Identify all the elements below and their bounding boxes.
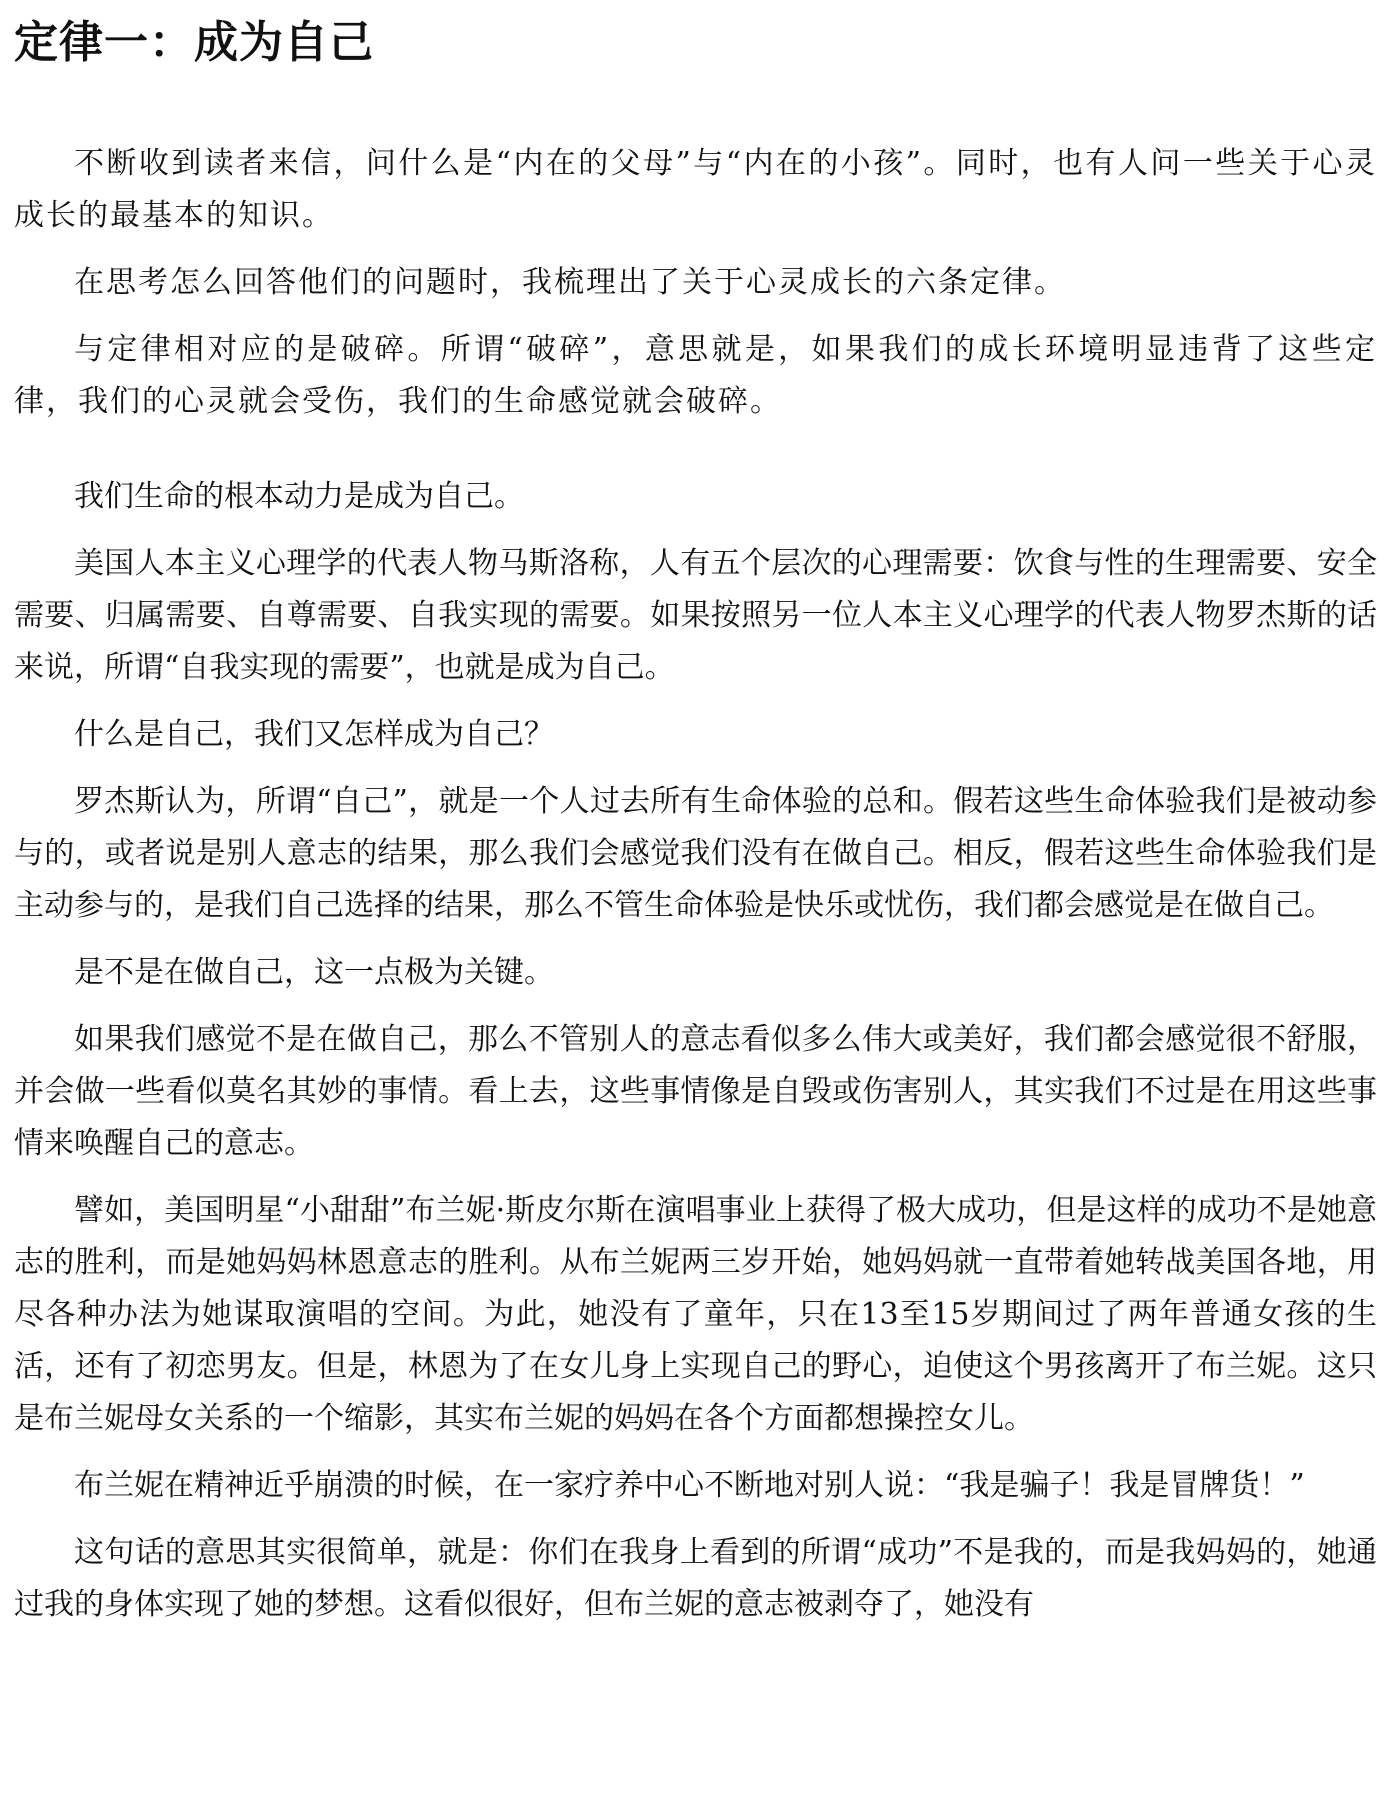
body-paragraph: 罗杰斯认为，所谓“自己”，就是一个人过去所有生命体验的总和。假若这些生命体验我们是被动参与的，或者说是别人意志的结果，那么我们会感觉我们没有在做自己。相反，假若这些生命体验我们是主动参与的，是我们自己选择的结果，那么不管生命体验是快乐或忧伤，我们都会感觉是在做自己。	[14, 784, 1377, 923]
intro-paragraph: 不断收到读者来信，问什么是“内在的父母”与“内在的小孩”。同时，也有人问一些关于心灵成长的最基本的知识。	[14, 146, 1377, 233]
body-paragraph: 如果我们感觉不是在做自己，那么不管别人的意志看似多么伟大或美好，我们都会感觉很不舒服，并会做一些看似莫名其妙的事情。看上去，这些事情像是自毁或伤害别人，其实我们不过是在用这些事情来唤醒自己的意志。	[14, 1022, 1377, 1161]
body-paragraph: 我们生命的根本动力是成为自己。	[74, 479, 524, 514]
body-paragraph: 美国人本主义心理学的代表人物马斯洛称，人有五个层次的心理需要：饮食与性的生理需要、安全需要、归属需要、自尊需要、自我实现的需要。如果按照另一位人本主义心理学的代表人物罗杰斯的话来说，所谓“自我实现的需要”，也就是成为自己。	[14, 546, 1377, 685]
section-spacer	[14, 443, 1377, 471]
body-paragraph: 譬如，美国明星“小甜甜”布兰妮·斯皮尔斯在演唱事业上获得了极大成功，但是这样的成功不是她意志的胜利，而是她妈妈林恩意志的胜利。从布兰妮两三岁开始，她妈妈就一直带着她转战美国各地，用尽各种办法为她谋取演唱的空间。为此，她没有了童年，只在13至15岁期间过了两年普通女孩的生活，还有了初恋男友。但是，林恩为了在女儿身上实现自己的野心，迫使这个男孩离开了布兰妮。这只是布兰妮母女关系的一个缩影，其实布兰妮的妈妈在各个方面都想操控女儿。	[14, 1193, 1377, 1436]
body-paragraph: 是不是在做自己，这一点极为关键。	[74, 955, 554, 990]
body-paragraph: 这句话的意思其实很简单，就是：你们在我身上看到的所谓“成功”不是我的，而是我妈妈的，她通过我的身体实现了她的梦想。这看似很好，但布兰妮的意志被剥夺了，她没有	[14, 1535, 1377, 1622]
body-paragraph: 布兰妮在精神近乎崩溃的时候，在一家疗养中心不断地对别人说：“我是骗子！我是冒牌货！”	[74, 1468, 1305, 1503]
intro-paragraph: 在思考怎么回答他们的问题时，我梳理出了关于心灵成长的六条定律。	[74, 265, 1066, 300]
intro-paragraph: 与定律相对应的是破碎。所谓“破碎”，意思就是，如果我们的成长环境明显违背了这些定律，我们的心灵就会受伤，我们的生命感觉就会破碎。	[14, 332, 1377, 419]
intro-section	[14, 138, 1377, 428]
body-section	[14, 471, 1377, 1631]
body-paragraph: 什么是自己，我们又怎样成为自己？	[74, 717, 554, 752]
page-title: 定律一：成为自己	[14, 17, 374, 68]
